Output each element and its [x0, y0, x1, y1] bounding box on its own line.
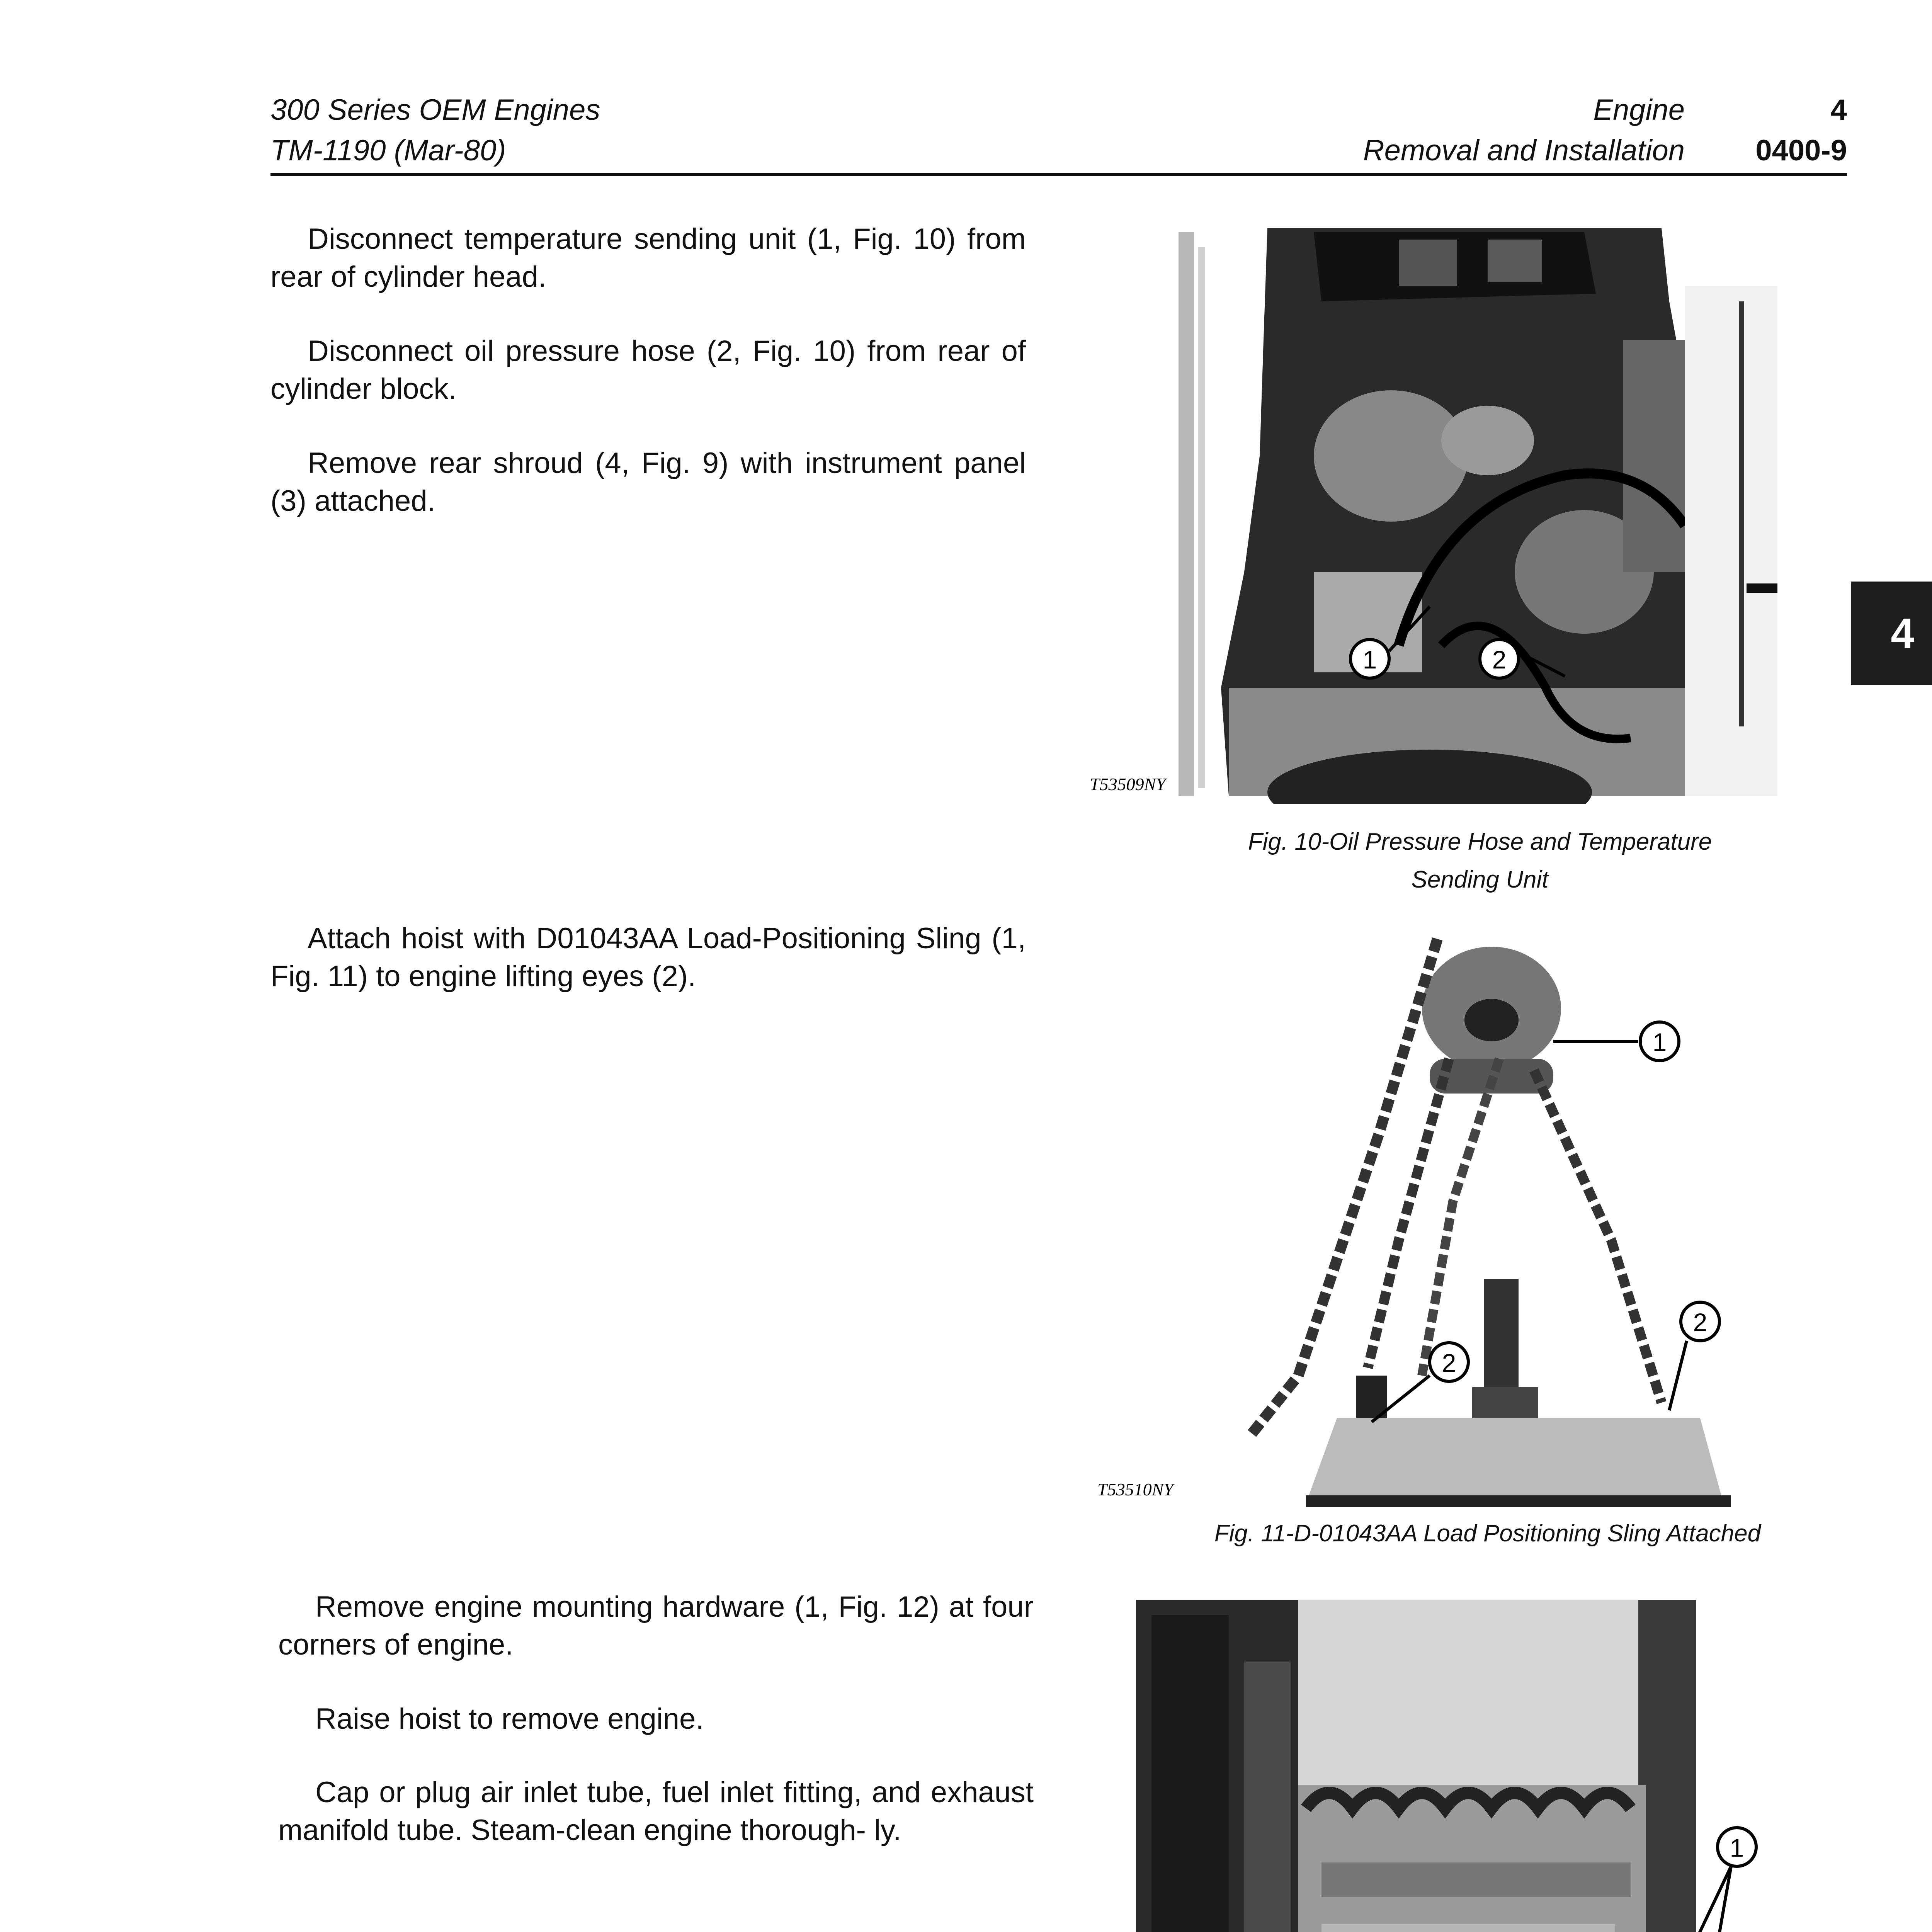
fig10-photo — [1082, 224, 1777, 804]
fig10-callout-1-label: 1 — [1362, 645, 1377, 674]
fig10-caption — [1190, 823, 1770, 899]
fig10-caption-line1: Fig. 10-Oil Pressure Hose and Temperature — [1248, 828, 1712, 855]
paragraph-raise-hoist: Raise hoist to remove engine. — [315, 1702, 704, 1735]
fig11-callout-1-label: 1 — [1652, 1028, 1667, 1056]
fig12-callout-1a-label: 1 — [1730, 1833, 1744, 1862]
group-number: 4 — [1830, 94, 1847, 126]
fig11-caption: Fig. 11-D-01043AA Load Positioning Sling Attached — [1214, 1520, 1761, 1547]
section-tab: 4 — [1851, 582, 1932, 685]
section-title: Engine — [1593, 94, 1685, 126]
paragraph-cap-plug: Cap or plug air inlet tube, fuel inlet fitting, and exhaust manifold tube. Steam-clean engine thorough- ly. — [278, 1776, 1034, 1847]
header-rule — [270, 173, 1847, 176]
paragraph-temp-sending-unit: Disconnect temperature sending unit (1, Fig. 10) from rear of cylinder head. — [270, 223, 1026, 293]
tm-number: TM-1190 (Mar-80) — [270, 134, 506, 167]
paragraph-attach-hoist: Attach hoist with D01043AA Load-Positioning Sling (1, Fig. 11) to engine lifting eyes (2). — [270, 922, 1026, 993]
fig10-callout-2-label: 2 — [1492, 645, 1507, 674]
page-number: 0400-9 — [1755, 134, 1847, 167]
paragraph-oil-pressure-hose: Disconnect oil pressure hose (2, Fig. 10) from rear of cylinder block. — [270, 335, 1026, 405]
paragraph-mounting-hardware: Remove engine mounting hardware (1, Fig. 12) at four corners of engine. — [278, 1590, 1034, 1661]
fig11-photo — [1090, 931, 1785, 1519]
section-subtitle: Removal and Installation — [1363, 134, 1685, 167]
fig11-callout-2b-label: 2 — [1442, 1349, 1456, 1377]
fig11-photo-code: T53510NY — [1097, 1480, 1173, 1499]
series-title: 300 Series OEM Engines — [270, 94, 600, 126]
fig10-photo-code: T53509NY — [1090, 774, 1166, 794]
fig10-caption-line2: Sending Unit — [1411, 866, 1549, 893]
fig11-callout-2a-label: 2 — [1693, 1308, 1708, 1337]
fig12-photo — [1090, 1592, 1785, 1932]
paragraph-rear-shroud: Remove rear shroud (4, Fig. 9) with instrument panel (3) attached. — [270, 447, 1026, 517]
